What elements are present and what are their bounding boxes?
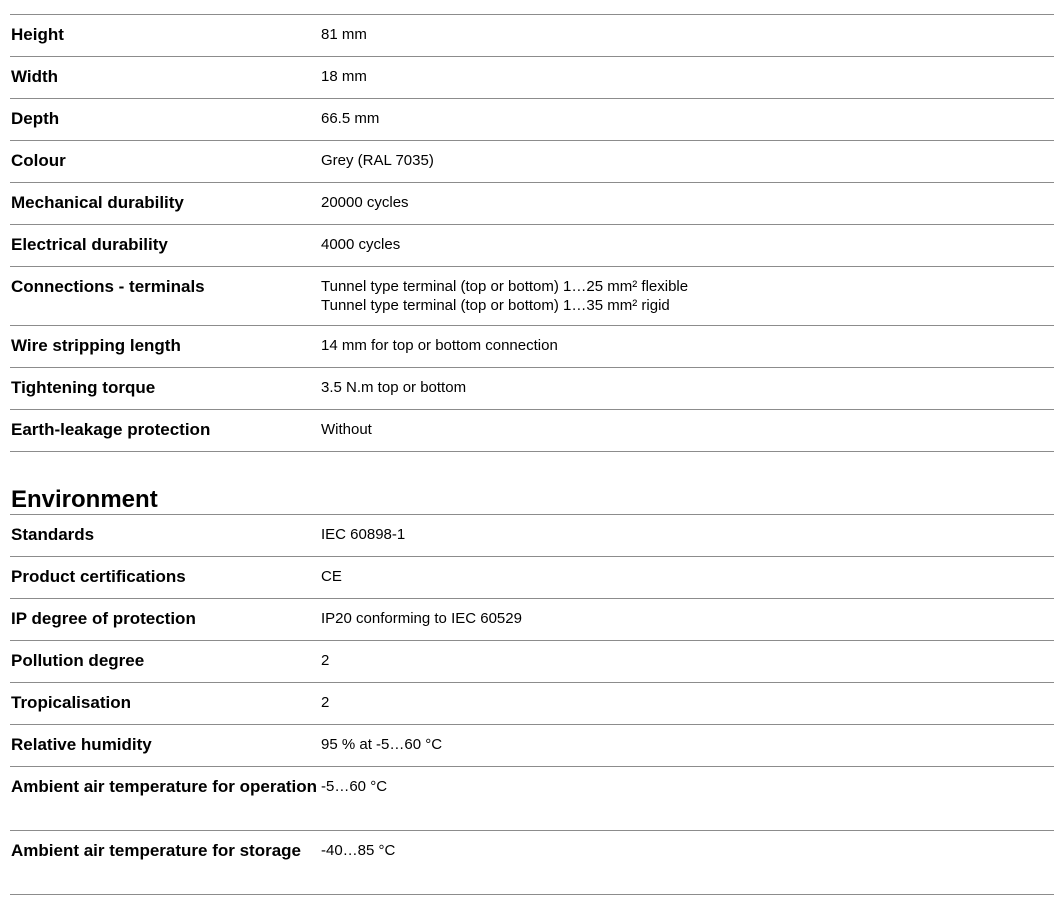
spec-value: IP20 conforming to IEC 60529 bbox=[321, 610, 522, 627]
spec-label: Earth-leakage protection bbox=[11, 420, 211, 439]
spec-label: Depth bbox=[11, 109, 60, 128]
spec-row bbox=[10, 326, 1054, 368]
spec-row bbox=[10, 767, 1054, 831]
spec-value: 3.5 N.m top or bottom bbox=[321, 379, 467, 396]
spec-row bbox=[10, 183, 1054, 225]
spec-row bbox=[10, 831, 1054, 895]
spec-value: 14 mm for top or bottom connection bbox=[321, 337, 558, 354]
spec-label: Ambient air temperature for operation bbox=[11, 777, 318, 796]
spec-row bbox=[10, 99, 1054, 141]
spec-value: -5…60 °C bbox=[321, 778, 388, 795]
spec-row bbox=[10, 683, 1054, 725]
spec-value: CE bbox=[321, 568, 342, 585]
section-title: Environment bbox=[11, 486, 158, 513]
spec-value: Without bbox=[321, 421, 372, 438]
spec-label: Connections - terminals bbox=[11, 277, 205, 296]
spec-label: IP degree of protection bbox=[11, 609, 196, 628]
spec-value: Tunnel type terminal (top or bottom) 1…25 mm² flexible Tunnel type terminal (top or bottom) 1…35 mm² rigid bbox=[321, 278, 689, 314]
spec-row bbox=[10, 57, 1054, 99]
spec-row bbox=[10, 515, 1054, 557]
spec-row bbox=[10, 557, 1054, 599]
spec-value: -40…85 °C bbox=[321, 842, 396, 859]
spec-label: Tropicalisation bbox=[11, 693, 131, 712]
spec-value: 18 mm bbox=[321, 68, 367, 85]
spec-row bbox=[10, 641, 1054, 683]
spec-label: Width bbox=[11, 67, 59, 86]
spec-value: IEC 60898-1 bbox=[321, 526, 406, 543]
environment-section bbox=[10, 486, 1054, 895]
spec-label: Electrical durability bbox=[11, 235, 168, 254]
spec-label: Wire stripping length bbox=[11, 336, 181, 355]
spec-value: 4000 cycles bbox=[321, 236, 401, 253]
spec-value: 66.5 mm bbox=[321, 110, 380, 127]
spec-row bbox=[10, 267, 1054, 326]
spec-label: Height bbox=[11, 25, 64, 44]
spec-label: Product certifications bbox=[11, 567, 186, 586]
spec-row bbox=[10, 725, 1054, 767]
spec-label: Tightening torque bbox=[11, 378, 156, 397]
spec-value: 20000 cycles bbox=[321, 194, 409, 211]
spec-value: 95 % at -5…60 °C bbox=[321, 736, 443, 753]
spec-label: Relative humidity bbox=[11, 735, 152, 754]
spec-label: Colour bbox=[11, 151, 66, 170]
general-spec-table bbox=[10, 14, 1054, 452]
spec-value: 2 bbox=[321, 652, 330, 669]
spec-value: 2 bbox=[321, 694, 330, 711]
spec-row bbox=[10, 599, 1054, 641]
spec-row bbox=[10, 368, 1054, 410]
spec-label: Pollution degree bbox=[11, 651, 145, 670]
spec-sheet bbox=[10, 14, 1054, 895]
spec-row bbox=[10, 410, 1054, 452]
spec-label: Ambient air temperature for storage bbox=[11, 841, 302, 860]
spec-row bbox=[10, 141, 1054, 183]
spec-value: 81 mm bbox=[321, 26, 367, 43]
spec-row bbox=[10, 15, 1054, 57]
spec-value: Grey (RAL 7035) bbox=[321, 152, 434, 169]
spec-label: Mechanical durability bbox=[11, 193, 184, 212]
spec-row bbox=[10, 225, 1054, 267]
environment-spec-table bbox=[10, 514, 1054, 895]
spec-label: Standards bbox=[11, 525, 95, 544]
